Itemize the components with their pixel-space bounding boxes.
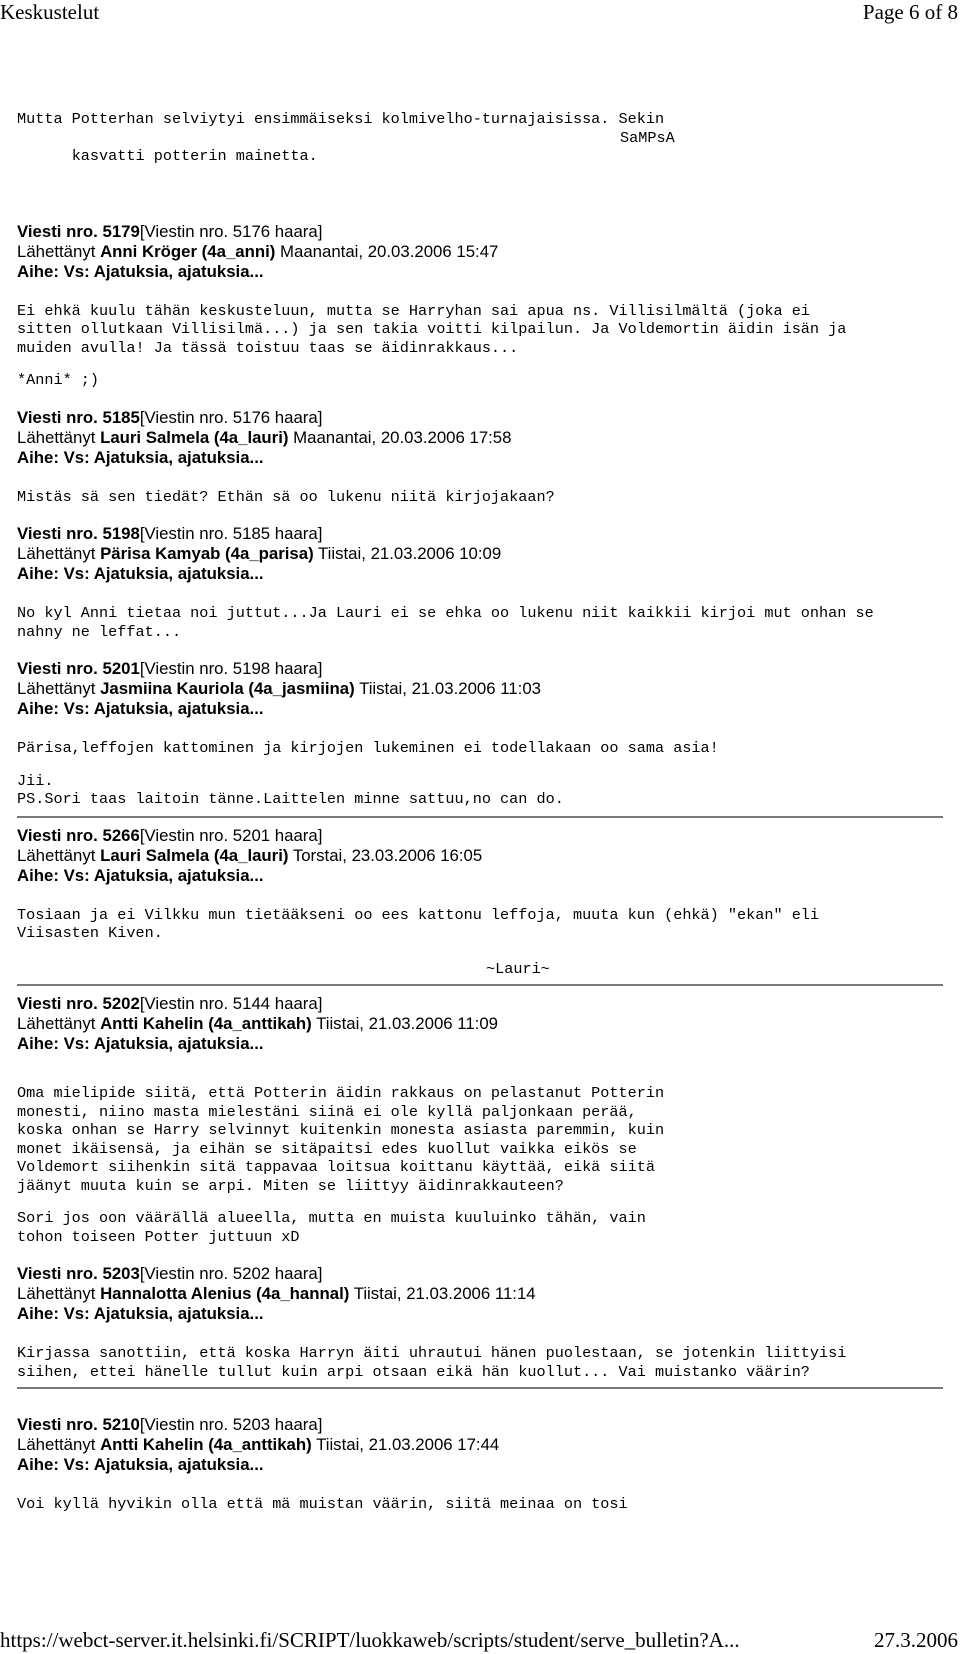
post-number-line xyxy=(17,826,947,846)
post-subject: Aihe: Vs: Ajatuksia, ajatuksia... xyxy=(17,447,264,467)
sent-prefix: Lähettänyt xyxy=(17,427,96,447)
post-label: Viesti nro. xyxy=(17,994,98,1013)
sent-prefix: Lähettänyt xyxy=(17,1284,96,1303)
page-footer xyxy=(0,1628,960,1654)
post-number: 5185 xyxy=(102,407,140,427)
post-number: 5198 xyxy=(102,524,140,543)
post-subject: Aihe: Vs: Ajatuksia, ajatuksia... xyxy=(17,564,264,583)
post-ref[interactable]: [Viestin nro. 5201 haara] xyxy=(139,825,323,845)
intro-line-1: Mutta Potterhan selviytyi ensimmäiseksi kolmivelho-turnajaisissa. Sekin xyxy=(17,110,665,128)
post-body: Ei ehkä kuulu tähän keskusteluun, mutta se Harryhan sai apua ns. Villisilmältä (joka ei sitten ollutkaan Villisilmä...) ja sen takia voitti kilpailun. Ja Voldemortin äidin isän ja muiden avulla! Ja tässä toistuu taas se äidinrakkaus... xyxy=(17,301,847,357)
post-5198 xyxy=(17,524,947,641)
post-5201 xyxy=(17,659,947,809)
footer-date: 27.3.2006 xyxy=(874,1628,958,1652)
divider xyxy=(17,984,943,986)
post-ref[interactable]: [Viestin nro. 5185 haara] xyxy=(139,524,323,543)
post-body-signoff: Jii. PS.Sori taas laitoin tänne.Laittelen minne sattuu,no can do. xyxy=(17,771,564,808)
post-author: Pärisa Kamyab (4a_parisa) xyxy=(100,544,314,563)
post-number: 5201 xyxy=(102,659,140,678)
sent-prefix: Lähettänyt xyxy=(17,544,96,563)
post-subject: Aihe: Vs: Ajatuksia, ajatuksia... xyxy=(17,865,264,885)
post-date: Torstai, 23.03.2006 16:05 xyxy=(292,845,483,865)
post-label: Viesti nro. xyxy=(17,221,98,241)
post-number-line xyxy=(17,1264,947,1284)
post-number-line xyxy=(17,994,947,1014)
post-number: 5266 xyxy=(102,825,140,845)
intro-fragment xyxy=(17,110,947,203)
post-ref[interactable]: [Viestin nro. 5176 haara] xyxy=(139,407,323,427)
post-number: 5202 xyxy=(102,994,140,1013)
post-sender-line xyxy=(17,1014,947,1034)
post-author: Hannalotta Alenius (4a_hannal) xyxy=(100,1284,350,1303)
post-ref[interactable]: [Viestin nro. 5202 haara] xyxy=(139,1264,323,1283)
post-label: Viesti nro. xyxy=(17,1264,98,1283)
sent-prefix: Lähettänyt xyxy=(17,241,96,261)
post-label: Viesti nro. xyxy=(17,407,98,427)
sent-prefix: Lähettänyt xyxy=(17,679,96,698)
post-body: No kyl Anni tietaa noi juttut...Ja Lauri ei se ehka oo lukenu niit kaikkii kirjoi mut onhan se nahny ne leffat... xyxy=(17,604,874,641)
post-date: Tiistai, 21.03.2006 11:09 xyxy=(316,1014,499,1033)
post-subject: Aihe: Vs: Ajatuksia, ajatuksia... xyxy=(17,1034,264,1053)
post-body: Kirjassa sanottiin, että koska Harryn äiti uhrautui hänen puolestaan, se jotenkin liittyisi siihen, ettei hänelle tullut kuin arpi otsaan eikä hän kuollut... Vai muistanko väärin? xyxy=(17,1344,847,1381)
post-author: Jasmiina Kauriola (4a_jasmiina) xyxy=(100,679,355,698)
post-date: Tiistai, 21.03.2006 11:14 xyxy=(353,1284,536,1303)
post-number: 5179 xyxy=(102,221,140,241)
post-sender-line xyxy=(17,544,947,564)
post-date: Tiistai, 21.03.2006 10:09 xyxy=(318,544,502,563)
post-5179 xyxy=(17,222,947,390)
post-number: 5210 xyxy=(102,1415,140,1434)
header-title: Keskustelut xyxy=(0,0,100,24)
post-body: Pärisa,leffojen kattominen ja kirjojen lukeminen ei todellakaan oo sama asia! xyxy=(17,739,719,757)
post-signature: ~Lauri~ xyxy=(486,959,550,978)
sent-prefix: Lähettänyt xyxy=(17,1435,96,1454)
post-body-signoff: *Anni* ;) xyxy=(17,371,100,389)
post-subject: Aihe: Vs: Ajatuksia, ajatuksia... xyxy=(17,1304,264,1323)
post-label: Viesti nro. xyxy=(17,524,98,543)
post-5202 xyxy=(17,994,947,1246)
post-number-line xyxy=(17,408,947,428)
post-number-line xyxy=(17,524,947,544)
post-sender-line xyxy=(17,1284,947,1304)
post-author: Anni Kröger (4a_anni) xyxy=(100,241,276,261)
post-body: Voi kyllä hyvikin olla että mä muistan väärin, siitä meinaa on tosi xyxy=(17,1495,628,1513)
post-number: 5203 xyxy=(102,1264,140,1283)
intro-line-2: kasvatti potterin mainetta. xyxy=(71,147,318,165)
post-subject: Aihe: Vs: Ajatuksia, ajatuksia... xyxy=(17,1455,264,1474)
post-5210 xyxy=(17,1415,947,1514)
post-author: Antti Kahelin (4a_anttikah) xyxy=(100,1014,312,1033)
footer-url: https://webct-server.it.helsinki.fi/SCRIPT/luokkaweb/scripts/student/serve_bulletin?A... xyxy=(0,1628,740,1652)
post-body: Tosiaan ja ei Vilkku mun tietääkseni oo ees kattonu leffoja, muuta kun (ehkä) "ekan" eli Viisasten Kiven. xyxy=(17,905,820,942)
post-label: Viesti nro. xyxy=(17,1415,98,1434)
post-subject: Aihe: Vs: Ajatuksia, ajatuksia... xyxy=(17,261,264,281)
post-date: Maanantai, 20.03.2006 17:58 xyxy=(293,427,512,447)
post-ref[interactable]: [Viestin nro. 5176 haara] xyxy=(139,221,323,241)
post-5185 xyxy=(17,408,947,507)
post-5203 xyxy=(17,1264,947,1381)
page-number: Page 6 of 8 xyxy=(862,0,958,24)
post-author: Lauri Salmela (4a_lauri) xyxy=(100,845,289,865)
post-label: Viesti nro. xyxy=(17,659,98,678)
post-sender-line xyxy=(17,1435,947,1455)
sent-prefix: Lähettänyt xyxy=(17,1014,96,1033)
post-subject: Aihe: Vs: Ajatuksia, ajatuksia... xyxy=(17,699,264,718)
post-ref[interactable]: [Viestin nro. 5144 haara] xyxy=(139,994,323,1013)
post-label: Viesti nro. xyxy=(17,825,98,845)
divider xyxy=(17,1387,943,1389)
intro-line-2-row xyxy=(17,129,947,203)
post-sender-line xyxy=(17,679,947,699)
page-header xyxy=(0,0,960,26)
post-date: Maanantai, 20.03.2006 15:47 xyxy=(280,241,499,261)
post-body: Oma mielipide siitä, että Potterin äidin rakkaus on pelastanut Potterin monesti, niino masta mielestäni siinä ei ole kyllä paljonkaan perää, koska onhan se Harry selvinnyt kuitenkin monesta asiasta paremmin, kuin monet ikäisensä, ja eihän se sitäpaitsi edes kuollut vaikka eikös se Voldemort siihenkin sitä tappavaa loitsua koittanu käyttää, eikä siitä jäänyt muuta kuin se arpi. Miten se liittyy äidinrakkauteen? xyxy=(17,1084,665,1195)
intro-signature: SaMPsA xyxy=(620,128,675,147)
post-sender-line xyxy=(17,242,947,262)
post-number-line xyxy=(17,222,947,242)
post-number-line xyxy=(17,659,947,679)
post-ref[interactable]: [Viestin nro. 5203 haara] xyxy=(139,1415,323,1434)
post-5266 xyxy=(17,826,947,979)
post-author: Antti Kahelin (4a_anttikah) xyxy=(100,1435,312,1454)
post-author: Lauri Salmela (4a_lauri) xyxy=(100,427,289,447)
post-body-afterword: Sori jos oon väärällä alueella, mutta en muista kuuluinko tähän, vain tohon toiseen Potter juttuun xD xyxy=(17,1209,646,1246)
post-sender-line xyxy=(17,846,947,866)
post-sender-line xyxy=(17,428,947,448)
post-ref[interactable]: [Viestin nro. 5198 haara] xyxy=(139,659,323,678)
divider xyxy=(17,816,943,818)
sent-prefix: Lähettänyt xyxy=(17,845,96,865)
post-date: Tiistai, 21.03.2006 17:44 xyxy=(316,1435,500,1454)
post-number-line xyxy=(17,1415,947,1435)
bulletin-content xyxy=(17,110,947,1514)
post-body: Mistäs sä sen tiedät? Ethän sä oo lukenu niitä kirjojakaan? xyxy=(17,487,555,506)
post-date: Tiistai, 21.03.2006 11:03 xyxy=(359,679,541,698)
